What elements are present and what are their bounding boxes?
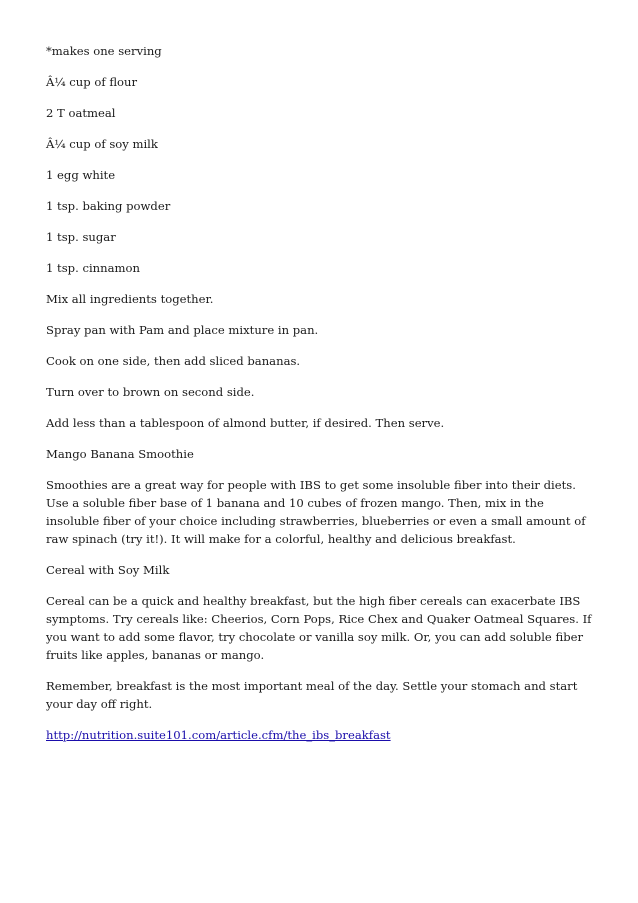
paragraph-cereal: Cereal can be a quick and healthy breakfast, but the high fiber cereals can exacerbate IBS symptoms. Try cereals like: Cheerios, Corn Pops, Rice Chex and Quaker Oatmeal Squares. If you want to add some flavor, try chocolate or vanilla soy milk. Or, you can add soluble fiber fruits like apples, bananas or mango.	[46, 594, 592, 662]
section-heading-cereal: Cereal with Soy Milk	[46, 563, 170, 577]
ingredient-egg-white: 1 egg white	[46, 168, 116, 182]
instruction-spray-pan: Spray pan with Pam and place mixture in pan.	[46, 323, 319, 337]
source-link[interactable]: http://nutrition.suite101.com/article.cfm/the_ibs_breakfast	[46, 728, 391, 742]
ingredient-soy-milk: Â¼ cup of soy milk	[46, 137, 158, 151]
paragraph-smoothie: Smoothies are a great way for people with IBS to get some insoluble fiber into their diets. Use a soluble fiber base of 1 banana and 10 cubes of frozen mango. Then, mix in the insoluble fiber of your choice including strawberries, blueberries or even a small amount of raw spinach (try it!). It will make for a colorful, healthy and delicious breakfast.	[46, 478, 586, 546]
instruction-mix: Mix all ingredients together.	[46, 292, 214, 306]
ingredient-flour: Â¼ cup of flour	[46, 75, 138, 89]
source-link-line	[46, 726, 596, 744]
instruction-turn-over: Turn over to brown on second side.	[46, 385, 255, 399]
paragraph-remember: Remember, breakfast is the most important meal of the day. Settle your stomach and start your day off right.	[46, 679, 578, 711]
instruction-serve: Add less than a tablespoon of almond butter, if desired. Then serve.	[46, 416, 445, 430]
section-heading-smoothie: Mango Banana Smoothie	[46, 447, 194, 461]
instruction-cook: Cook on one side, then add sliced bananas.	[46, 354, 301, 368]
ingredient-oatmeal: 2 T oatmeal	[46, 106, 116, 120]
ingredient-cinnamon: 1 tsp. cinnamon	[46, 261, 140, 275]
serving-note: *makes one serving	[46, 44, 162, 58]
ingredient-sugar: 1 tsp. sugar	[46, 230, 116, 244]
ingredient-baking-powder: 1 tsp. baking powder	[46, 199, 171, 213]
document-page	[46, 42, 596, 757]
